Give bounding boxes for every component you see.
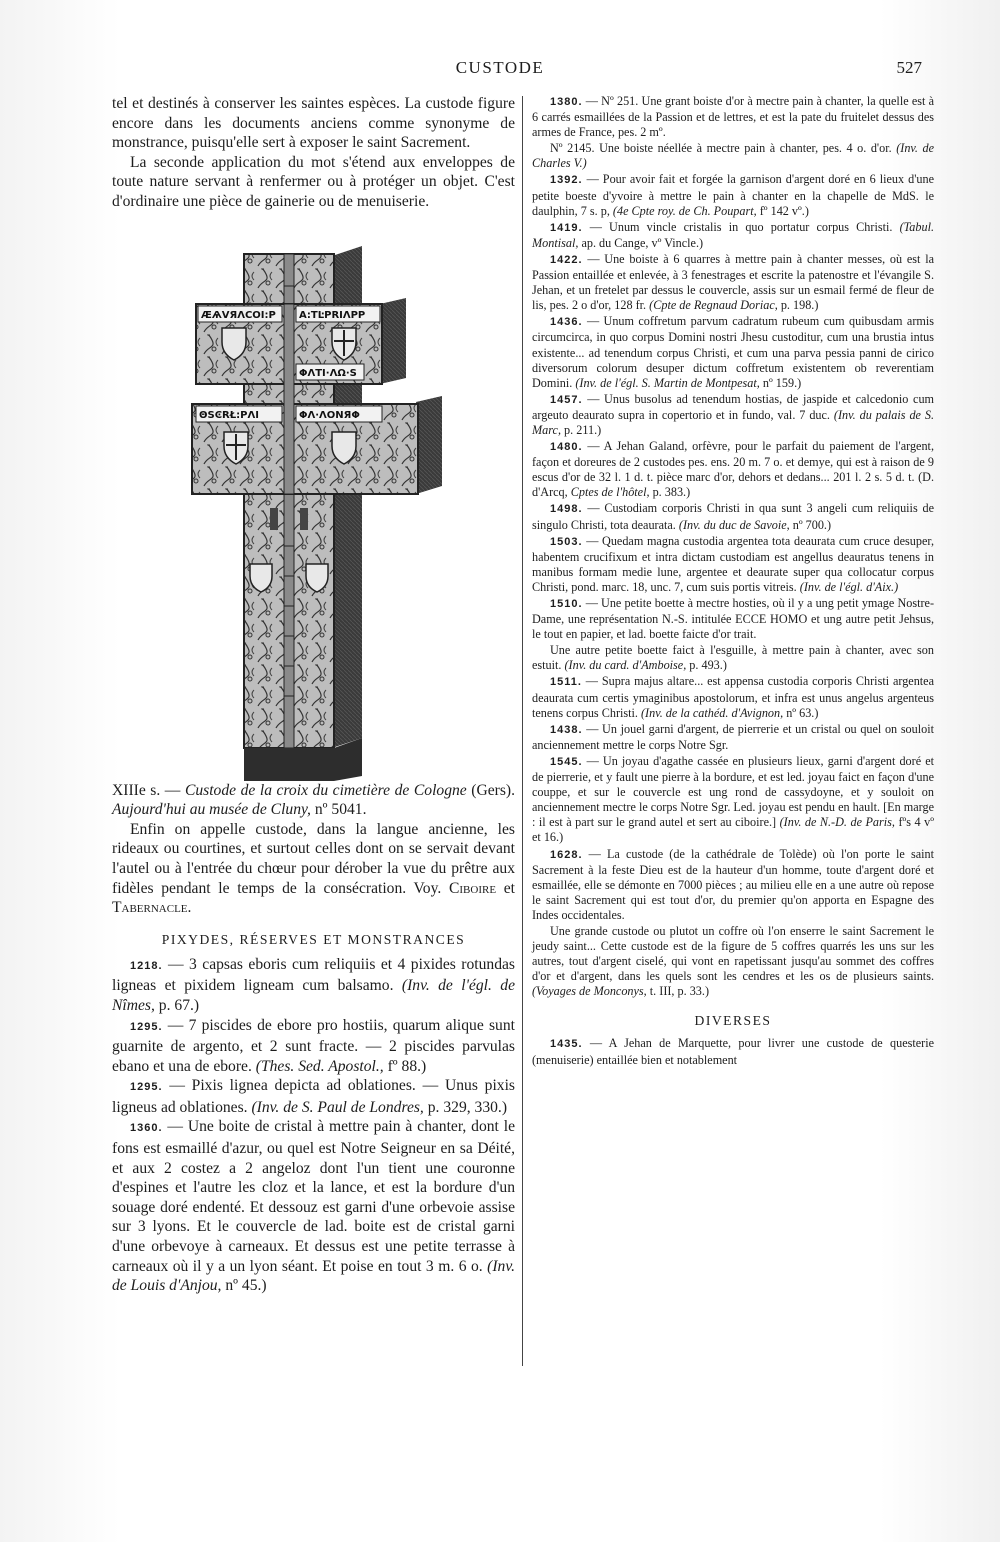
entry-year: 1419. [550, 221, 583, 234]
entry-source: (Thes. Sed. Apostol., [255, 1057, 384, 1075]
entry-reference: p. 198.) [780, 298, 819, 313]
entry-text: Une grande custode ou plutot un coffre où l'on enserre le saint Sacrement le jeudy saint... Cette custode est de la figure de 5 coffres quarrés les uns sur les autres, tout d'argent ciselé, qui vont en rapetissant jusqu'au sommet des coffres d'or et d'argent, dans les quels sont les cendres et les os de plusieurs saints. [532, 923, 934, 984]
entry-text: — Nº 251. Une grant boiste d'or à mectre pain à chanter, la quelle est à 6 carrés esmaillées de la Passion et de lettres, et est la pate du fruitelet dessus des armes de France, pes. 2 mº. [532, 94, 935, 140]
entry [532, 754, 934, 846]
entry-text: — Un jouel garni d'argent, de pierrerie et un cristal ou quel on souloit anciennement mettre le corps Notre Sgr. [532, 721, 934, 752]
entry-source: (Inv. du palais de S. Marc, [532, 407, 935, 437]
entry-reference: fº 142 vº.) [759, 203, 809, 218]
section-title-pixydes: PIXYDES, RÉSERVES ET MONSTRANCES [161, 931, 466, 947]
entry-text: — Pour avoir fait et forgée la garnison d'argent doré en 6 lieux d'une petite boeste d'yvoire à mettre le pain à chanter en la chapelle de MdS. le daulphin, 7 s. p, [532, 172, 935, 218]
entry-text: — Quedam magna custodia argentea tota deaurata cum cruce desuper, habentem crucifixum et intra dictam custodiam est angellus deauratus tenens in manibus formam medie lune, argentee et deaurate super qua collocatur corpus Christi, pond. marc. 18, unc. 7, cum suis portis vitreis. [532, 533, 935, 594]
entry [112, 955, 515, 1016]
enfin-ref-tabernacle: Tabernacle. [112, 899, 192, 917]
entry-source: (Inv. de l'égl. d'Aix.) [799, 579, 899, 594]
entry-year: 1628. [550, 848, 583, 861]
entry [532, 439, 934, 500]
entry-year: 1545. [550, 755, 583, 768]
entry-year: 1295. [130, 1081, 163, 1094]
diverses-entries-list [532, 1036, 934, 1067]
entry-year: 1392. [550, 174, 583, 187]
entry-source: (Inv. de Charles V.) [532, 141, 935, 171]
entry [532, 392, 934, 438]
entry-reference: ap. du Cange, vº Vincle.) [581, 235, 704, 250]
entry-year: 1422. [550, 253, 583, 266]
entry-reference: p. 329, 330.) [427, 1098, 508, 1116]
custode-cross-illustration [184, 246, 444, 781]
entry-text: — Une boiste à 6 quarres à mettre pain à chanter messes, où est la Passion entaillée et enlevée, à 3 fenestrages et escrite la patenostre et l'évangile S. Jehan, et un fretelet par dessus le couvercle, assis sur un esmail fermé de fleur de lis, pes. 2 o d'or, 128 fr. [532, 251, 934, 313]
entry-reference: p. 211.) [564, 422, 602, 437]
entry-text: — Unum coffretum parvum cadratum rubeum cum quibusdam armis circumcirca, in quo corpus Domini nostri Jhesu custoditur, cum una brustia intus existente... ad tenendum corpus Christi, et cum una parva pessia panni de cirico diversorum colorum desuper dictum coffretum existentem ob reverentiam Domini. [532, 314, 934, 390]
entry-source: (Cpte de Regnaud Doriac, [649, 298, 778, 313]
entry-text: — A Jehan de Marquette, pour livrer une custode de questerie (menuiserie) entaillée bien et notablement [532, 1036, 935, 1067]
entry-source: (Tabul. Montisal, [532, 219, 935, 250]
entry-text: — La custode (de la cathédrale de Tolède) où l'on porte le saint Sacrement à la feste Dieu est de la hauteur d'un homme, toute d'argent doré et esmaillée, elle se démonte en 7000 pièces ; au milieu elle en a une autre où repose le saint Sacrement qui est tout d'or, du premier qu'on apporta en Espagne des Indes occidentales. [532, 846, 934, 922]
entry-reference: nº 63.) [786, 705, 819, 720]
entry-reference: p. 493.) [689, 658, 727, 673]
entry-year: 1295. [130, 1020, 163, 1033]
entry [112, 1016, 515, 1077]
entry-text: — Unum vincle cristalis in quo portatur corpus Christi. [589, 219, 893, 234]
entry-text: — Supra majus altare... est appensa custodia corporis Christi argentea deaurata cum certis ymaginibus apostolorum, et infra est unus angelus argenteus tenens corpus Christi. [532, 674, 934, 720]
column-divider [522, 96, 523, 1366]
entry [532, 220, 934, 251]
entry-source: (Inv. de N.-D. de Paris, [779, 815, 895, 830]
entry-year: 1480. [550, 441, 583, 454]
intro-paragraph-2: La seconde application du mot s'étend aux enveloppes de toute nature servant à renfermer ou à protéger un objet. C'est d'ordinaire une pièce de gainerie ou de menuiserie. [112, 153, 515, 210]
entry-year: 1510. [550, 598, 583, 610]
running-header-title: CUSTODE [455, 58, 545, 77]
entry [532, 534, 934, 595]
entry [532, 501, 934, 532]
entry-year: 1511. [550, 676, 582, 689]
caption-middle: (Gers). [471, 781, 515, 799]
caption-title: Custode de la croix du cimetière de Cologne [184, 781, 467, 799]
entry-text: Une autre petite boette faict à l'esguille, à mettre pain à chanter, avec son estuit. [532, 643, 934, 673]
right-entries-list [532, 94, 934, 999]
entry-source: (Inv. de l'égl. de Nîmes, [112, 977, 515, 1014]
intro-paragraph-1: tel et destinés à conserver les saintes espèces. La custode figure encore dans les documents anciens comme synonyme de monstrance, puisqu'elle sert à exposer le saint Sacrement. [112, 95, 515, 152]
entry-text: — 3 capsas eboris cum reliquiis et 4 pixides rotundas ligneas et pixidem ligneam cum balsamo. [112, 955, 515, 995]
entry-source: (Inv. de l'égl. S. Martin de Montpesat, [575, 375, 760, 390]
entry [532, 172, 934, 218]
entry-text: — Une petite boette à mectre hosties, où il y a ung petit ymage Nostre-Dame, une représentation N.-S. intitulée ECCE HOMO et ung autre petit Jehsus, le tout en papier, et lad. boette faicte d'or trait. [532, 596, 935, 642]
entry-reference: fºs 4 vº et 16.) [532, 815, 935, 845]
entry-source: (Inv. de S. Paul de Londres, [251, 1098, 424, 1116]
inscription-4: ΘSϾRŁ:PΛI [199, 409, 259, 421]
entry-reference: t. III, p. 33.) [649, 984, 710, 999]
enfin-text: Enfin on appelle custode, dans la langue ancienne, les rideaux ou courtines, et surtout celles dont on se servait devant l'autel ou à l'entrée du chœur pour dérober la vue du prêtre aux fidèles pendant le temps de la consécration. Voy. [112, 820, 515, 897]
left-column [112, 94, 515, 1296]
entry [532, 252, 934, 313]
entry-year: 1435. [550, 1038, 583, 1051]
entry-text: — Unus busolus ad tenendum hostias, de jaspide et calcedonio cum argeuto deaurato supra in copertorio et in fundo, val. 7 duc. [532, 391, 935, 422]
entry [532, 924, 934, 999]
section-title-diverses: DIVERSES [694, 1013, 772, 1029]
left-entries-list [112, 955, 515, 1296]
entry-text: — 7 piscides de ebore pro hostiis, quarum alique sunt guarnite de argento, et 2 sunt fracte. — 2 piscides parvulas ebano et una de ebore. [112, 1016, 515, 1075]
entry-year: 1457. [550, 393, 583, 406]
entry [112, 1076, 515, 1117]
entry-year: 1498. [550, 503, 583, 516]
entry-reference: nº 700.) [792, 517, 832, 532]
right-column [532, 94, 934, 1069]
caption-location: Aujourd'hui au musée de Cluny, [112, 801, 311, 819]
entry-year: 1503. [550, 535, 583, 548]
entry-reference: fº 88.) [387, 1057, 427, 1075]
entry-reference: p. 383.) [652, 485, 691, 500]
entry [532, 94, 934, 140]
entry [532, 643, 934, 673]
caption-prefix: XIIIe s. — [112, 781, 181, 799]
entry-source: (Inv. du duc de Savoie, [678, 517, 790, 532]
entry-text: — Custodiam corporis Christi in qua sunt 3 angeli cum reliquiis de singulo Christi, tota deaurata. [532, 501, 934, 532]
entry [532, 141, 934, 171]
entry-source: (Inv. de la cathéd. d'Avignon, [641, 705, 784, 720]
entry [532, 722, 934, 753]
entry-source: (Inv. du card. d'Amboise, [564, 658, 687, 673]
entry-reference: p. 67.) [158, 996, 200, 1014]
entry-year: 1218. [130, 959, 163, 972]
figure-caption [112, 781, 515, 820]
entry [532, 314, 934, 390]
entry-source: (4e Cpte roy. de Ch. Poupart, [612, 203, 757, 218]
enfin-paragraph [112, 820, 515, 918]
entry [112, 1117, 515, 1295]
inscription-5: ΦΛ·ΛΟNЯΦ [299, 409, 360, 421]
inscription-3: ΦΛTI·ΛΩ·S [299, 367, 357, 379]
entry-text: — Pixis lignea depicta ad oblationes. — Unus pixis ligneus ad oblationes. [112, 1077, 515, 1116]
entry [532, 1036, 934, 1067]
entry-year: 1436. [550, 316, 583, 329]
entry-reference: nº 159.) [762, 375, 802, 390]
entry [532, 847, 934, 923]
entry-source: Cptes de l'hôtel, [570, 485, 650, 500]
enfin-and: et [503, 879, 515, 897]
entry-text: — A Jehan Galand, orfèvre, pour le parfait du paiement de l'argent, façon et doreures de 2 custodes pes. ens. 20 m. 7 o. et demye, qui est à raison de 9 escus d'or de 32 l. 1 d. t. pièce marc d'or, dehors et dedans... 201 l. 2 s. 5 d. t. (D. d'Arcq, [532, 439, 934, 500]
entry-year: 1360. [130, 1122, 163, 1135]
entry [532, 674, 934, 720]
entry-reference: nº 45.) [225, 1277, 267, 1295]
entry-source: (Inv. de Louis d'Anjou, [112, 1257, 516, 1295]
entry-year: 1438. [550, 723, 583, 736]
enfin-ref-ciboire: Ciboire [448, 879, 497, 897]
entry-text: — Une boite de cristal à mettre pain à chanter, dont le fons est esmaillé d'azur, ou quel est Notre Seigneur en sa Déité, et aux 2 costez a 2 angeloz dont l'un tient une couronne d'espines et l'autre les cloz et la lance, et est la bordure d'un souage doré endenté. Et dessouz est garni d'une orbevoie assise sur 3 lyons. Et le couvercle de lad. boite est de cristal garni d'une orbevoye à carneaux. Et dessus est une petite terrasse à carneaux où il y a un lyon séant. Et poise en tout 3 m. 6 o. [112, 1118, 515, 1275]
entry [532, 596, 934, 642]
inscription-2: A:TĿPRIΛPP [299, 309, 366, 321]
entry-year: 1380. [550, 96, 583, 108]
page-number: 527 [896, 58, 922, 77]
entry-text: Nº 2145. Une boiste néellée à mectre pain à chanter, pes. 4 o. d'or. [550, 141, 892, 156]
figure-custode-cross [112, 246, 515, 781]
entry-text: — Un joyau d'agathe cassée en plusieurs lieux, garni d'argent doré et de pierrerie, et y fault une pierre à la bordure, et est led. joyau faict en façon d'une couppe, et sur le couvercle est ung rond de cassydoyne, et y souloit on anciennement mectre le corps Notre Sgr. Led. joyau est pendu en hault. [En marge : il est à part sur le grand autel et sert au ciboire.] [532, 753, 934, 830]
entry-source: (Voyages de Monconys, [532, 984, 647, 999]
inscription-1: ӔѦVЯΛСΟΙ:P [201, 309, 276, 321]
caption-suffix: nº 5041. [314, 801, 367, 819]
